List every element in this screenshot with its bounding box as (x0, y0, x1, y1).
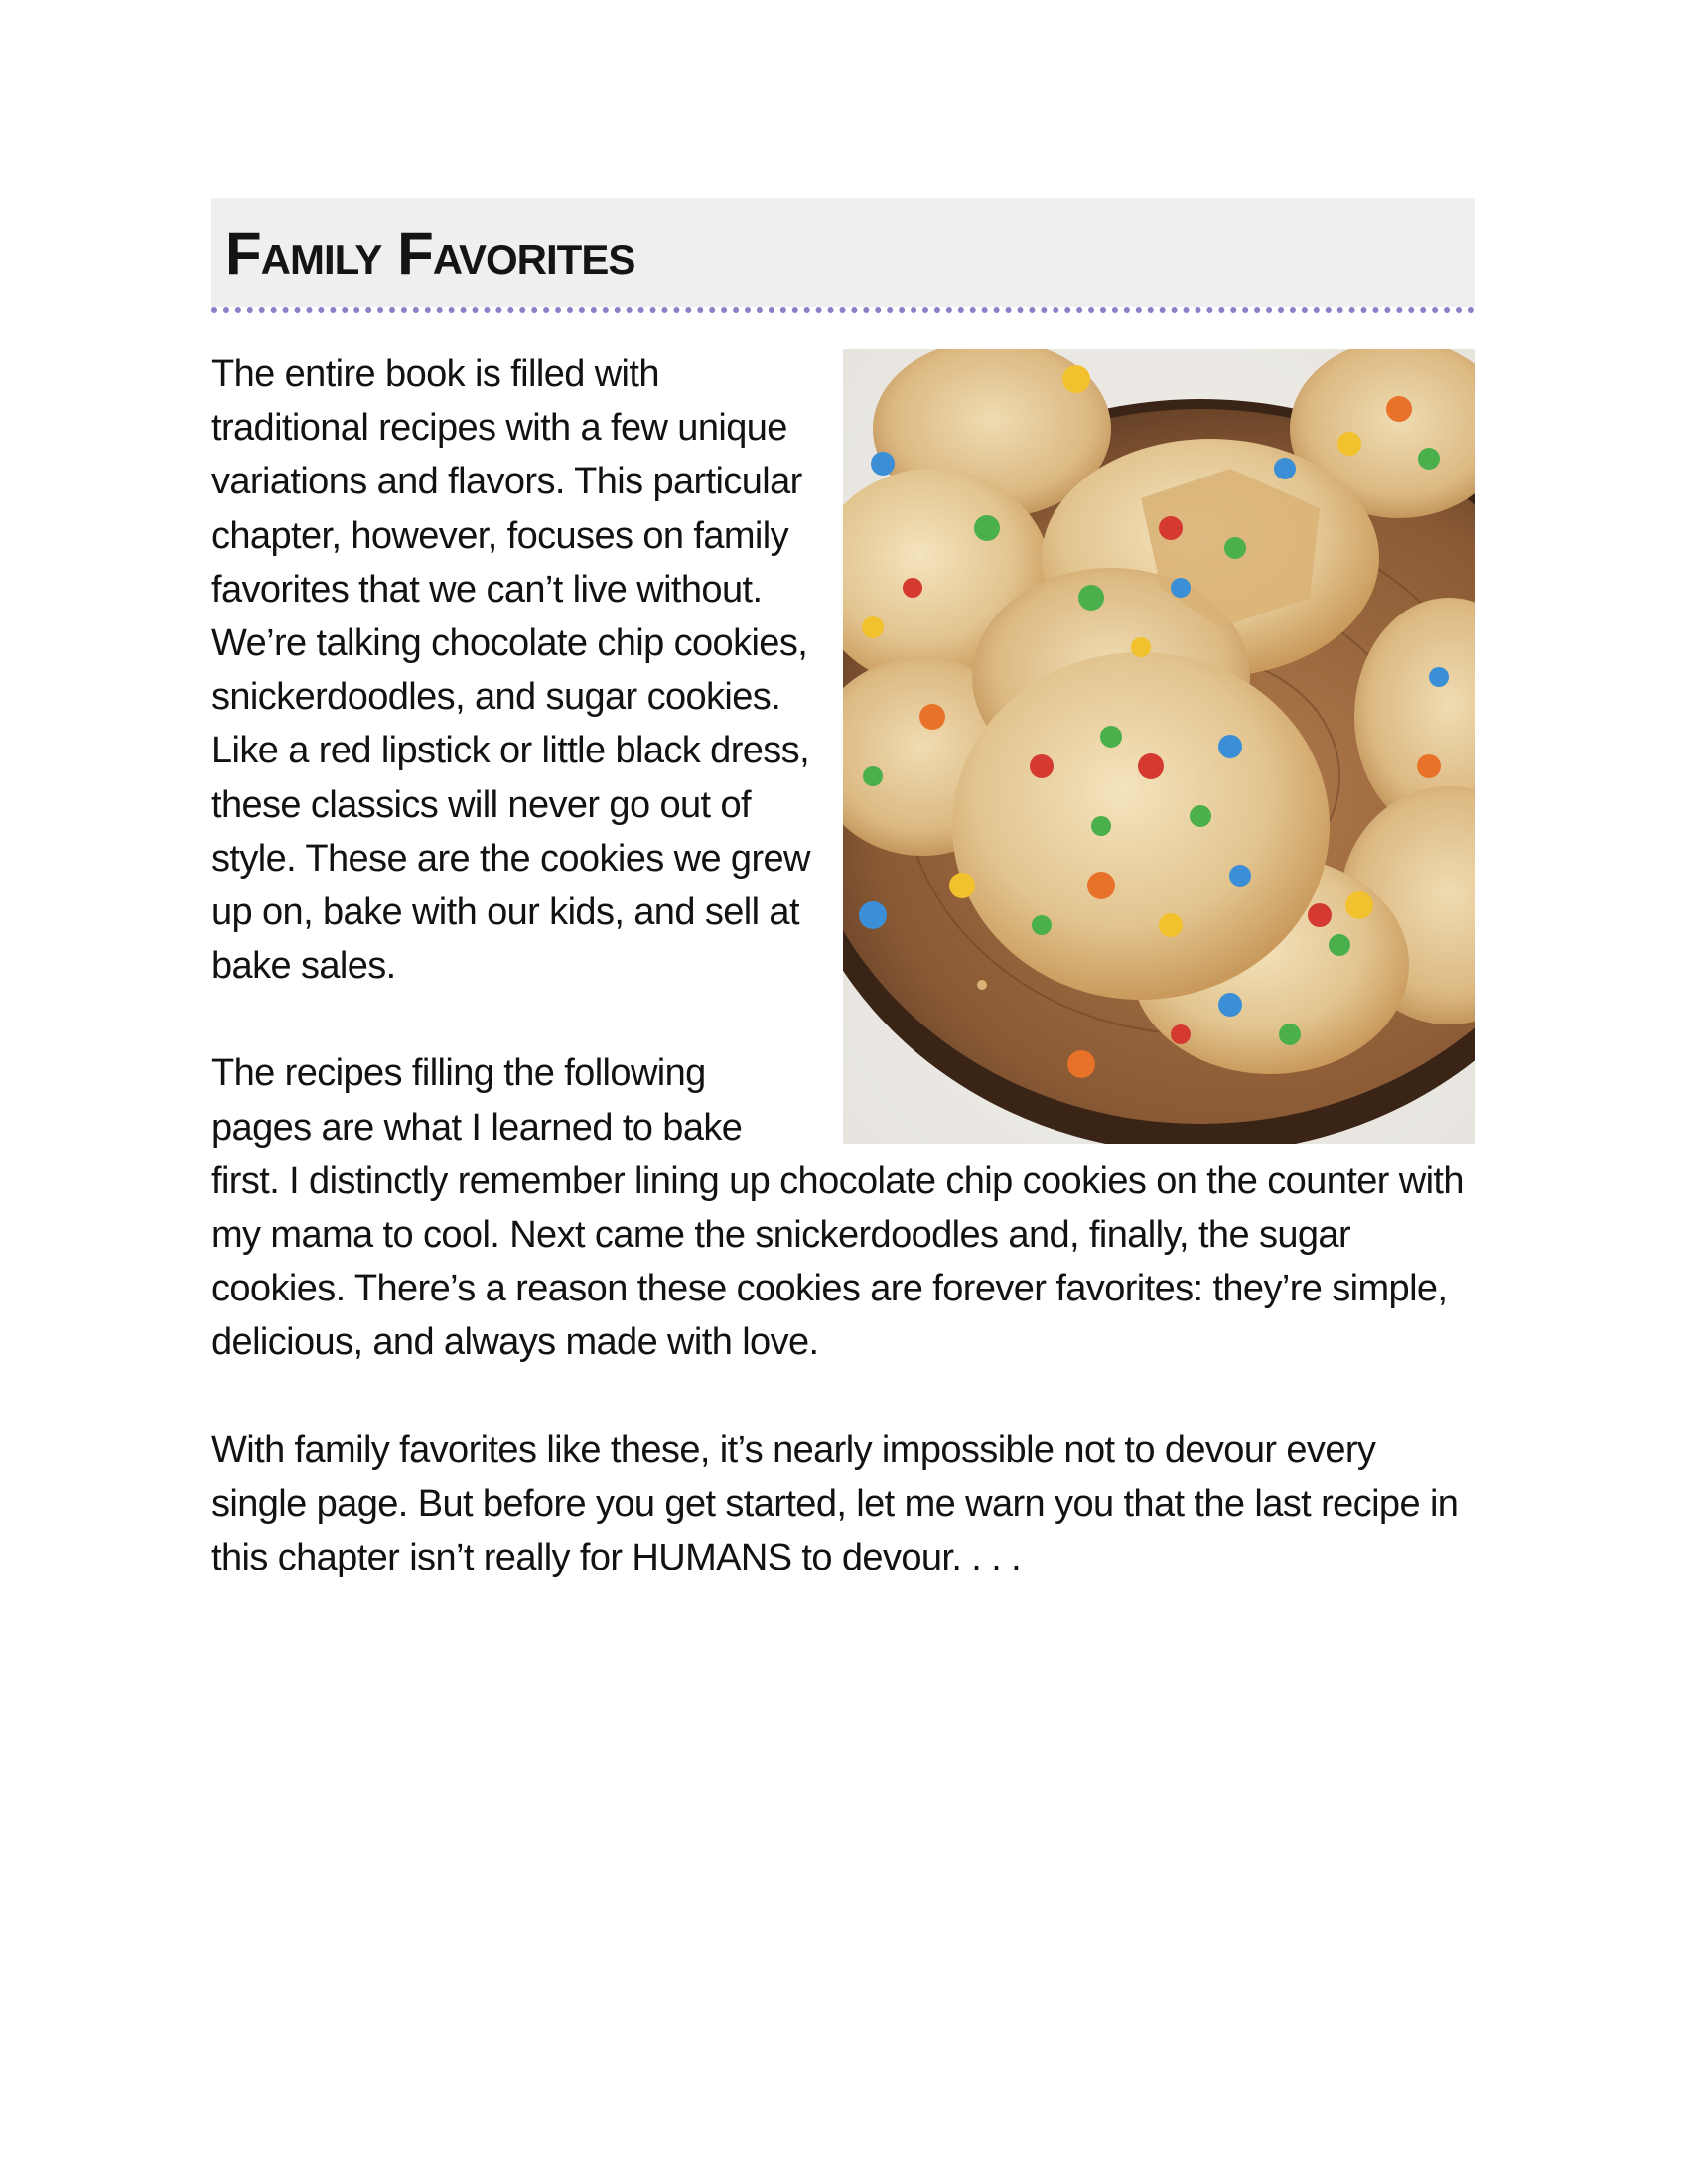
intro-paragraph-1: The entire book is filled with traditional recipes with a few unique variations and flavors. This particular chapter, however, focuses on family favorites that we can’t live without. We’re talking chocolate chip cookies, snickerdoodles, and sugar cookies. Like a red lipstick or little black dress, these classics will never go out of style. These are the cookies we grew up on, bake with our kids, and sell at bake sales. (211, 353, 810, 988)
chapter-intro-text (211, 347, 1475, 1638)
chapter-heading-band (211, 198, 1475, 307)
chapter-title: Family Favorites (225, 220, 635, 287)
cookies-illustration (843, 349, 1475, 1144)
intro-paragraph-2: The recipes filling the following pages are what I learned to bake first. I distinctly remember lining up chocolate chip cookies on the counter with my mama to cool. Next came the snickerdoodles and, finally, the sugar cookies. There’s a reason these cookies are forever favorites: they’re simple, delicious, and always made with love. (211, 1052, 1464, 1364)
cookies-photo (843, 349, 1475, 1144)
intro-paragraph-3: With family favorites like these, it’s nearly impossible not to devour every single page. But before you get started, let me warn you that the last recipe in this chapter isn’t really for HUMANS to devour. . . . (211, 1429, 1459, 1579)
dotted-divider (211, 307, 1475, 313)
